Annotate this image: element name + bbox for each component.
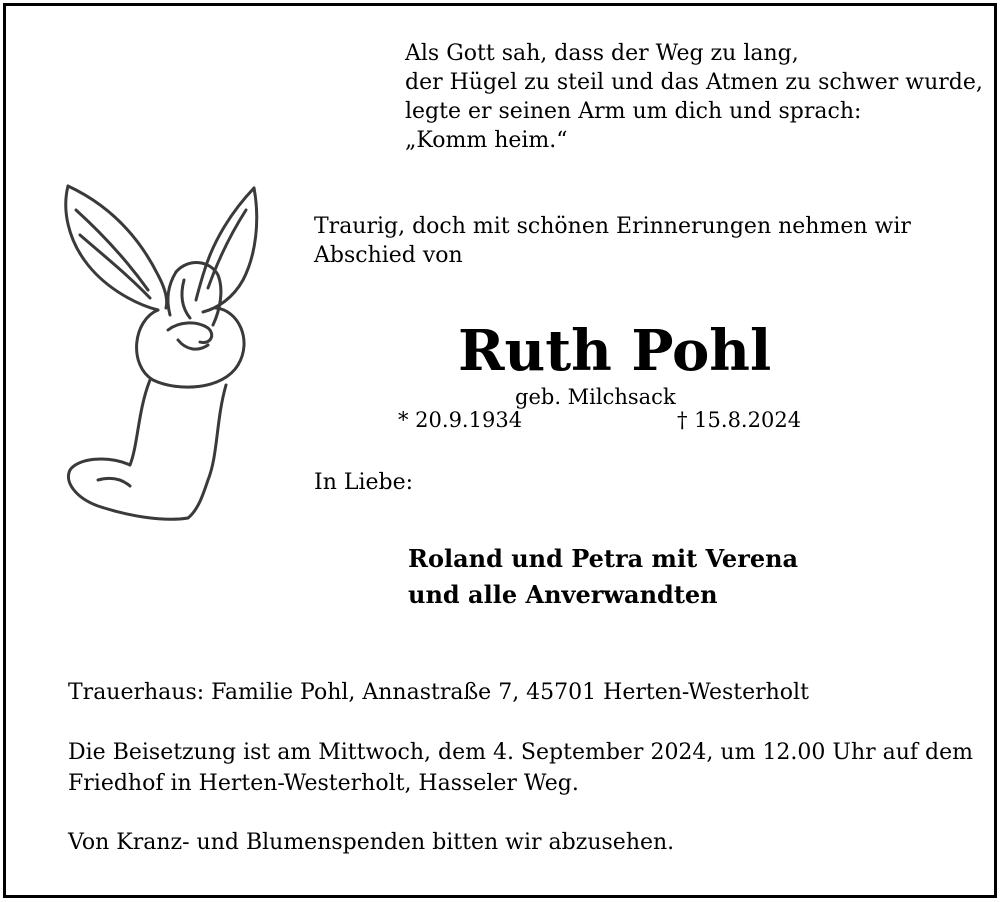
verse-line: der Hügel zu steil und das Atmen zu schwer wurde,	[405, 70, 983, 95]
mourners-line: Roland und Petra mit Verena	[408, 544, 799, 573]
flowers-note: Von Kranz- und Blumenspenden bitten wir abzusehen.	[68, 830, 675, 855]
mourning-house-address: Trauerhaus: Familie Pohl, Annastraße 7, 45701 Herten-Westerholt	[68, 680, 809, 705]
angel-icon	[58, 180, 268, 525]
maiden-name: geb. Milchsack	[515, 385, 676, 409]
intro-line: Traurig, doch mit schönen Erinnerungen nehmen wir	[314, 214, 911, 239]
burial-line: Die Beisetzung ist am Mittwoch, dem 4. September 2024, um 12.00 Uhr auf dem	[68, 740, 974, 765]
farewell-intro	[314, 212, 911, 270]
intro-line: Abschied von	[314, 243, 463, 268]
deceased-name: Ruth Pohl	[458, 318, 772, 384]
memorial-verse	[405, 39, 983, 155]
verse-line: legte er seinen Arm um dich und sprach:	[405, 99, 862, 124]
in-love-label: In Liebe:	[314, 470, 414, 495]
verse-line: „Komm heim.“	[405, 128, 568, 153]
verse-line: Als Gott sah, dass der Weg zu lang,	[405, 41, 799, 66]
burial-line: Friedhof in Herten-Westerholt, Hasseler Weg.	[68, 771, 579, 796]
death-date: † 15.8.2024	[677, 408, 802, 432]
mourners	[408, 541, 798, 613]
burial-info	[68, 738, 973, 800]
mourners-line: und alle Anverwandten	[408, 580, 718, 609]
birth-date: * 20.9.1934	[398, 408, 523, 432]
